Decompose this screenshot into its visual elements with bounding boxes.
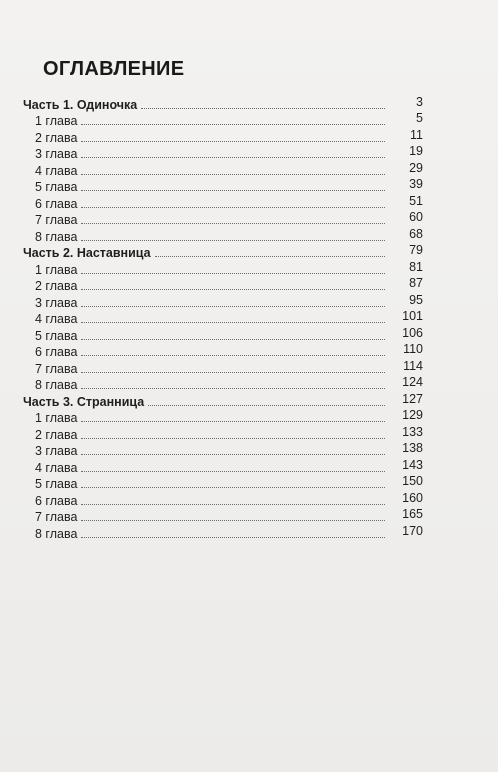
toc-chapter-row[interactable] (23, 376, 423, 393)
toc-chapter-label: 4 глава (35, 163, 78, 178)
toc-chapter-label: 3 глава (35, 444, 78, 458)
toc-chapter-row[interactable] (23, 409, 423, 426)
toc-page-number: 124 (402, 375, 423, 389)
toc-chapter-label: 4 глава (35, 460, 78, 475)
toc-chapter-label: 6 глава (35, 493, 78, 508)
toc-chapter-row[interactable] (23, 277, 423, 294)
dot-leader (81, 289, 385, 290)
toc-page-number: 114 (403, 358, 423, 373)
toc-page-number: 51 (409, 193, 423, 208)
toc-chapter-row[interactable] (23, 475, 423, 492)
toc-page-number: 29 (409, 160, 423, 175)
dot-leader (81, 207, 385, 208)
toc-part-row[interactable] (23, 392, 423, 409)
dot-leader (81, 487, 385, 488)
dot-leader (81, 273, 385, 274)
dot-leader (81, 438, 385, 439)
toc-chapter-label: 8 глава (35, 229, 78, 244)
toc-page-number: 101 (402, 309, 423, 323)
toc-part-row[interactable] (23, 95, 423, 112)
toc-page-number: 110 (403, 342, 423, 356)
toc-page-number: 127 (402, 391, 423, 406)
dot-leader (81, 240, 385, 241)
dot-leader (81, 157, 385, 158)
toc-chapter-label: 1 глава (35, 114, 78, 128)
dot-leader (81, 322, 385, 323)
toc-chapter-row[interactable] (23, 491, 423, 508)
toc-chapter-row[interactable] (23, 524, 423, 541)
dot-leader (81, 190, 385, 191)
toc-page-number: 165 (402, 507, 423, 521)
toc-page-number: 81 (409, 259, 423, 274)
toc-page-number: 5 (416, 111, 423, 125)
toc-chapter-label: 7 глава (35, 213, 78, 227)
toc-chapter-label: 1 глава (35, 262, 78, 277)
dot-leader (81, 504, 385, 505)
toc-chapter-label: 6 глава (35, 345, 78, 359)
toc-page-number: 143 (402, 457, 423, 472)
toc-chapter-row[interactable] (23, 293, 423, 310)
toc-chapter-row[interactable] (23, 194, 423, 211)
toc-page-number: 129 (402, 408, 423, 422)
toc-chapter-row[interactable] (23, 508, 423, 525)
dot-leader (81, 174, 385, 175)
toc-chapter-row[interactable] (23, 211, 423, 228)
dot-leader (81, 388, 385, 389)
toc-chapter-row[interactable] (23, 326, 423, 343)
toc-chapter-label: 2 глава (35, 427, 78, 442)
toc-chapter-row[interactable] (23, 343, 423, 360)
toc-chapter-label: 6 глава (35, 196, 78, 211)
dot-leader (81, 421, 385, 422)
toc-page-number: 39 (409, 177, 423, 191)
toc-chapter-row[interactable] (23, 425, 423, 442)
toc-chapter-label: 2 глава (35, 279, 78, 293)
toc-chapter-row[interactable] (23, 458, 423, 475)
toc-chapter-row[interactable] (23, 161, 423, 178)
dot-leader (81, 141, 385, 142)
toc-chapter-label: 5 глава (35, 477, 78, 491)
toc-chapter-label: 5 глава (35, 180, 78, 194)
toc-page-number: 170 (402, 523, 423, 538)
toc-page-number: 3 (416, 94, 423, 109)
dot-leader (81, 520, 385, 521)
dot-leader (148, 405, 385, 406)
toc-chapter-row[interactable] (23, 260, 423, 277)
toc-page-number: 95 (409, 292, 423, 307)
toc-page-number: 68 (409, 226, 423, 241)
toc-page-number: 133 (402, 424, 423, 439)
toc-chapter-row[interactable] (23, 310, 423, 327)
dot-leader (81, 454, 385, 455)
dot-leader (81, 471, 385, 472)
toc-chapter-row[interactable] (23, 145, 423, 162)
toc-chapter-row[interactable] (23, 178, 423, 195)
toc-page-number: 60 (409, 210, 423, 224)
toc-page-number: 138 (402, 441, 423, 455)
toc-page-number: 11 (410, 127, 423, 142)
dot-leader (141, 108, 385, 109)
toc-chapter-row[interactable] (23, 112, 423, 129)
dot-leader (155, 256, 385, 257)
dot-leader (81, 537, 385, 538)
dot-leader (81, 306, 385, 307)
toc-chapter-row[interactable] (23, 227, 423, 244)
dot-leader (81, 355, 385, 356)
toc-page-number: 79 (409, 243, 423, 257)
toc-chapter-label: 7 глава (35, 510, 78, 524)
toc-page-number: 19 (409, 144, 423, 158)
toc-part-label: Часть 1. Одиночка (23, 97, 138, 112)
toc-page-number: 160 (402, 490, 423, 505)
toc-page-number: 150 (402, 474, 423, 488)
table-of-contents (23, 95, 423, 541)
toc-part-label: Часть 3. Странница (23, 394, 145, 409)
toc-chapter-row[interactable] (23, 128, 423, 145)
dot-leader (81, 372, 385, 373)
toc-part-row[interactable] (23, 244, 423, 261)
toc-part-label: Часть 2. Наставница (23, 246, 151, 260)
toc-chapter-label: 3 глава (35, 295, 78, 310)
toc-chapter-label: 8 глава (35, 378, 78, 392)
toc-page-number: 87 (409, 276, 423, 290)
toc-chapter-label: 2 глава (35, 130, 78, 145)
toc-title: ОГЛАВЛЕНИЕ (43, 58, 185, 80)
dot-leader (81, 124, 385, 125)
toc-chapter-label: 1 глава (35, 411, 78, 425)
toc-chapter-label: 5 глава (35, 328, 78, 343)
toc-chapter-label: 7 глава (35, 361, 78, 376)
toc-page-number: 106 (402, 325, 423, 340)
dot-leader (81, 339, 385, 340)
toc-chapter-label: 4 глава (35, 312, 78, 326)
toc-chapter-row[interactable] (23, 359, 423, 376)
toc-chapter-label: 3 глава (35, 147, 78, 161)
dot-leader (81, 223, 385, 224)
toc-chapter-row[interactable] (23, 442, 423, 459)
toc-chapter-label: 8 глава (35, 526, 78, 541)
